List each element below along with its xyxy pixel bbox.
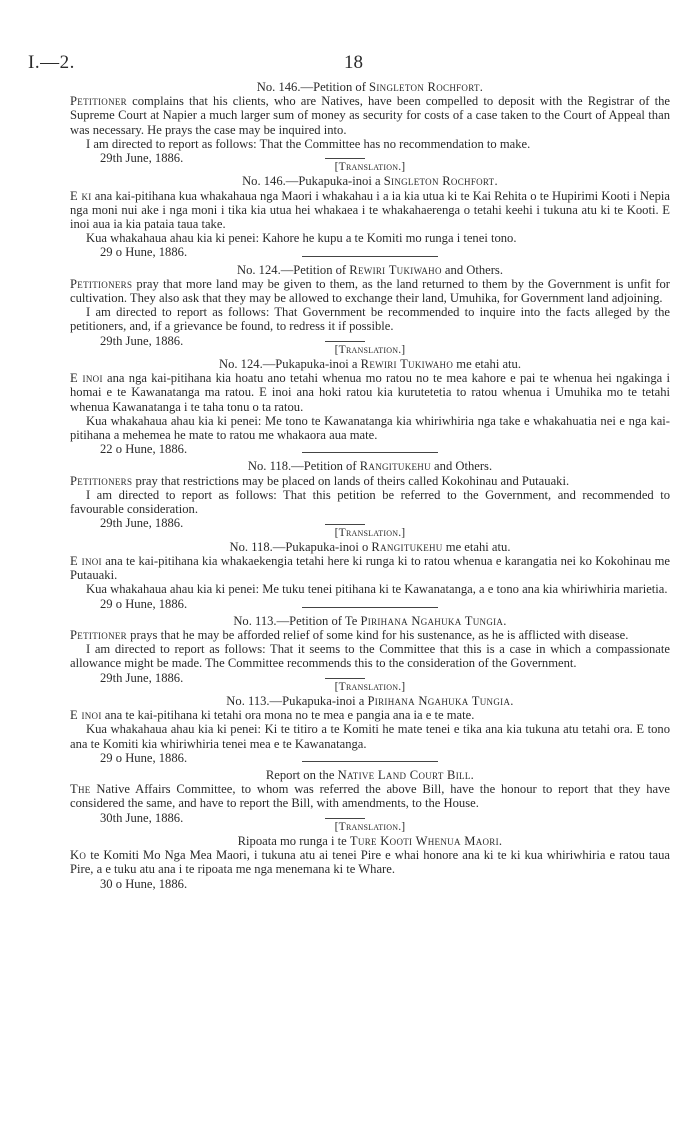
translation-118 [70,525,670,611]
section-divider [302,607,438,608]
bill-report-translation [70,820,670,891]
petition-146 [70,80,670,166]
report-text: I am directed to report as follows: That it seems to the Committee that this is a case in which a compassionate allowance might be made. The Committee recommends this to the consideration of the Government. [70,642,670,671]
section-title: No. 146.—Petition of Singleton Rochfort. [256,80,484,94]
date-line: 29 o Hune, 1886. [100,245,188,260]
paper-reference: I.—2. [28,52,75,73]
section-title: Report on the Native Land Court Bill. [265,767,475,782]
page-number: 18 [344,52,363,73]
section-title: No. 118.—Petition of Rangitukehu and Others. [247,459,493,474]
translation-tag: [Translation.] [334,342,406,356]
short-divider [325,818,365,819]
translation-113 [70,679,670,765]
date-line: 29th June, 1886. [100,670,184,685]
petition-text: Petitioner prays that he may be afforded relief of some kind for his sustenance, as he is afflicted with disease. [70,627,629,642]
petition-text: Petitioners pray that restrictions may be placed on lands of theirs called Kokohinau and Putauaki. [70,473,570,488]
report-text: Ko te Komiti Mo Nga Mea Maori, i tukuna atu ai tenei Pire e whai honore ana ki te ki kua whiriwhiria e ratou taua Pire, a e tuku atu ana i te ripoata me nga menemana ki te Whare. [70,848,670,877]
date-line: 29th June, 1886. [100,151,184,166]
report-text: Kua whakahaua ahau kia ki penei: Kahore he kupu a te Komiti mo runga i tenei tono. [86,231,517,246]
section-title: No. 113.—Petition of Te Pirihana Ngahuka Tungia. [233,613,507,628]
short-divider [325,524,365,525]
short-divider [325,158,365,159]
report-text: I am directed to report as follows: That this petition be referred to the Government, and recommended to favourable consideration. [70,487,670,517]
date-line: 29th June, 1886. [100,333,184,348]
date-line: 30th June, 1886. [100,810,184,825]
translation-tag: [Translation.] [334,819,406,833]
section-title: No. 124.—Petition of Rewiri Tukiwaho and Others. [236,262,503,277]
section-divider [302,761,438,762]
section-title: No. 146.—Pukapuka-inoi a Singleton Rochfort. [242,174,498,189]
section-title: No. 113.—Pukapuka-inoi a Pirihana Ngahuka Tungia. [226,693,514,708]
short-divider [325,678,365,679]
section-divider [302,452,438,453]
report-text: I am directed to report as follows: That the Committee has no recommendation to make. [86,136,531,151]
section-divider [302,256,438,257]
petition-124 [70,262,670,348]
petition-text: E inoi ana te kai-pitihana ki tetahi ora mona no te mea e pangia ana ia e te mate. [70,708,475,723]
translation-tag: [Translation.] [334,679,406,693]
date-line: 29 o Hune, 1886. [100,750,188,765]
date-line: 22 o Hune, 1886. [100,442,188,457]
bill-report [70,767,670,825]
translation-tag: [Translation.] [334,160,406,174]
report-text: Kua whakahaua ahau kia ki penei: Me tono te Kawanatanga kia whiriwhiria nga take e whakahuatia nei e nga kai-pitihana a mehemea he mate to ratou me whakaora aua mate. [70,413,670,443]
petition-118 [70,459,670,531]
report-text: Kua whakahaua ahau kia ki penei: Ki te titiro a te Komiti he mate tenei e tika ana kia tukuna atu tetahi ora. E tono ana te Komiti kia whiriwhiria tenei mea e te Kawanatanga. [70,722,670,751]
section-title: No. 124.—Pukapuka-inoi a Rewiri Tukiwaho me etahi atu. [218,357,521,372]
report-text: I am directed to report as follows: That Government be recommended to inquire into the facts alleged by the petitioners, and, if a grievance be found, to redress it if possible. [70,305,670,334]
translation-124 [70,342,671,457]
petition-text: Petitioners pray that more land may be given to them, as the land returned to them by the Government is unfit for cultivation. They also ask that they may be allowed to exchange their land, Umuhika, for Government land adjoining. [70,276,670,306]
document-body [70,80,670,891]
translation-146 [70,160,670,260]
section-title: No. 118.—Pukapuka-inoi o Rangitukehu me etahi atu. [229,539,511,554]
petition-text: E inoi ana nga kai-pitihana kia hoatu ano tetahi whenua mo ratou no te mea kahore e pai te whenua hei ngakinga i homai e te Kawanatanga ma ratou. E inoi ana hoki ratou kia kurutetetia to ratou whenua i Umuhika mo te tetahi whenua Kawanatanga i te taha tonu o ta ratou. [70,371,671,414]
report-text: Kua whakahaua ahau kia ki penei: Me tuku tenei pitihana ki te Kawanatanga, a e tono ana kia whiriwhiria marietia. [86,582,668,597]
date-line: 30 o Hune, 1886. [100,876,188,891]
petition-text: Petitioner complains that his clients, who are Natives, have been compelled to deposit with the Registrar of the Supreme Court at Napier a much larger sum of money as security for costs of a case taken to the Court of Appeal than was necessary. He prays the case may be inquired into. [70,94,670,137]
date-line: 29th June, 1886. [100,516,184,531]
petition-text: E inoi ana te kai-pitihana kia whakaekengia tetahi here ki runga ki to ratou whenua e karangatia nei ko Kokohinau me Putauaki. [70,553,670,583]
date-line: 29 o Hune, 1886. [100,596,188,611]
report-text: The Native Affairs Committee, to whom was referred the above Bill, have the honour to report that they have considered the same, and have to report the Bill, with amendments, to the House. [70,782,670,811]
section-title: Ripoata mo runga i te Ture Kooti Whenua Maori. [237,833,503,848]
petition-text: E ki ana kai-pitihana kua whakahaua nga Maori i whakahau i a ia kia utua ki te Kai Rehita o te Hupirimi Kooti i Nepia nga moni nui ake i nga moni i tika kia utua hei whakaea i te whakahaerenga o tetahi keehi i tukuna atu ki te Kooti. E inoi aua ia kia pataia taua take. [70,188,670,232]
translation-tag: [Translation.] [334,525,406,539]
petition-113 [70,613,670,685]
short-divider [325,341,365,342]
